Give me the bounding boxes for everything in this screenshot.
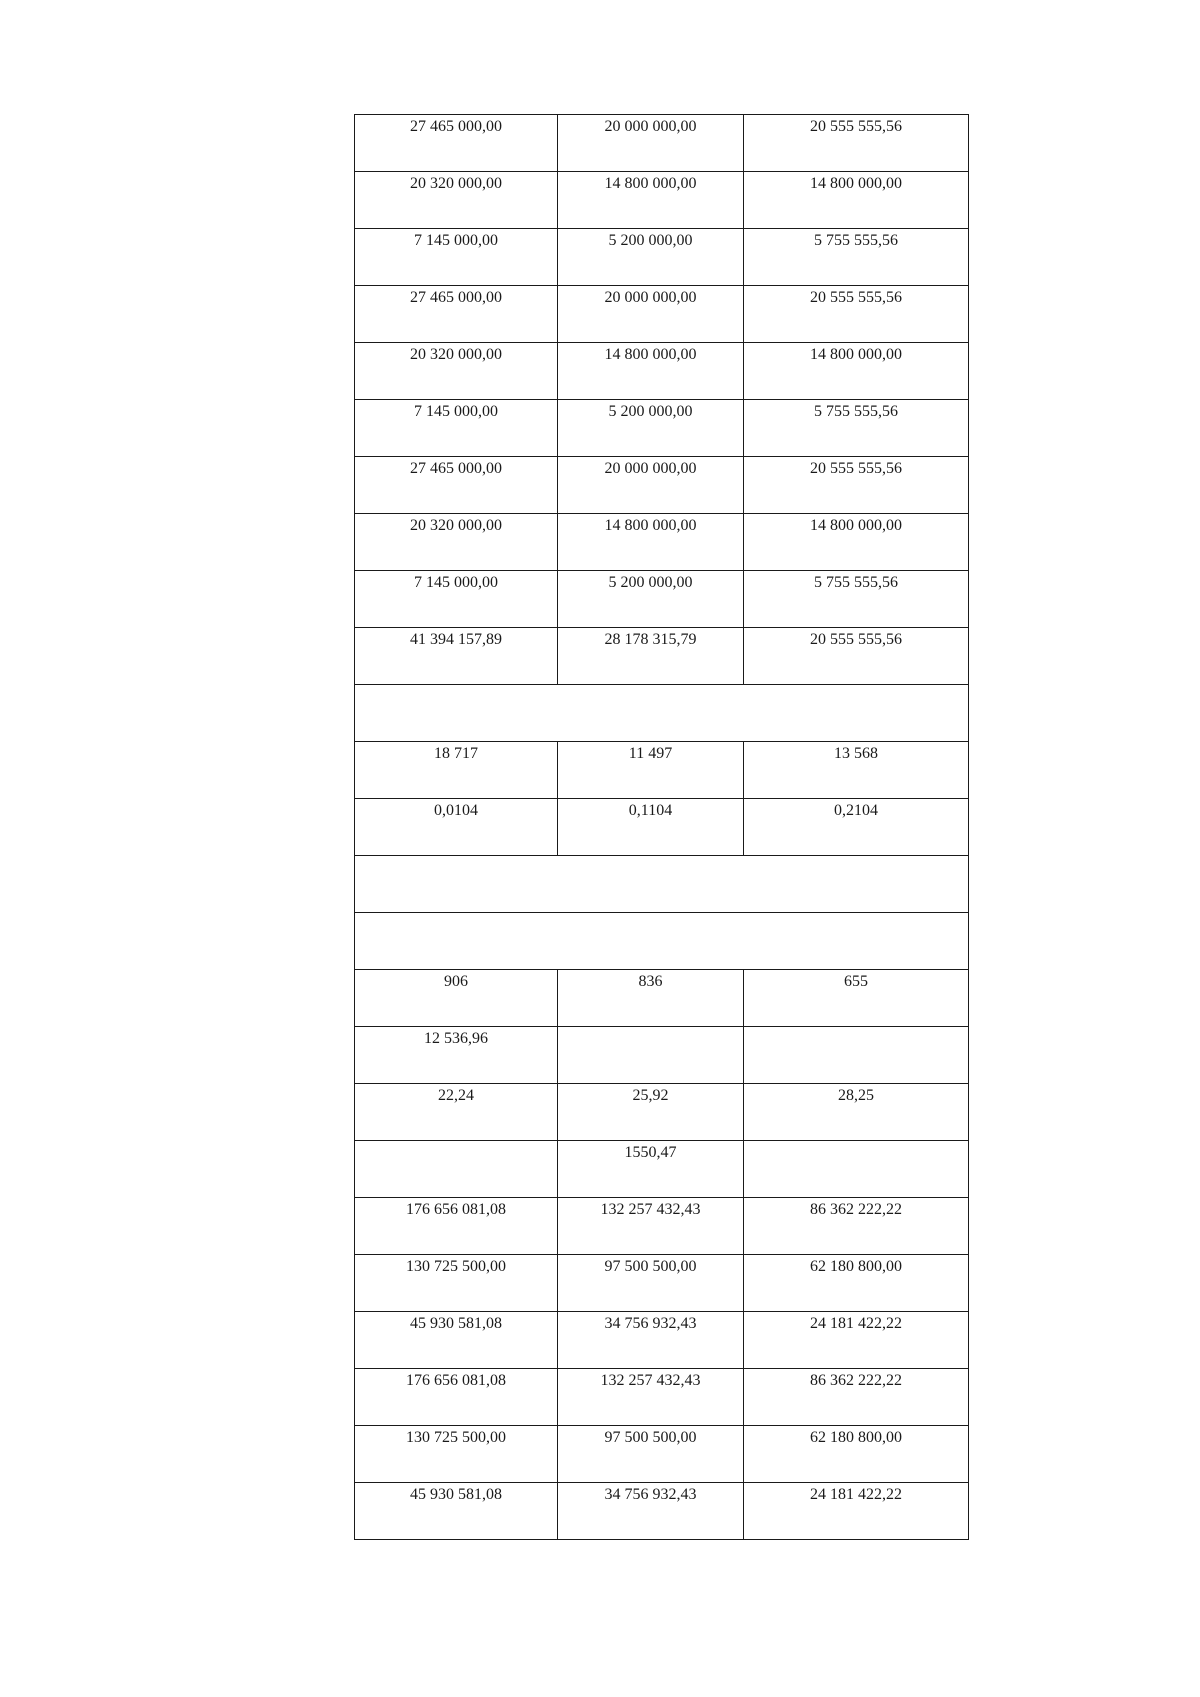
table-cell: [744, 457, 969, 514]
table-row: [355, 628, 969, 685]
table-cell-value: 5 755 555,56: [814, 574, 898, 591]
table-cell-value: 7 145 000,00: [414, 232, 498, 249]
table-cell: [744, 1141, 969, 1198]
table-cell-value: 62 180 800,00: [810, 1258, 902, 1275]
table-cell: [355, 799, 558, 856]
table-cell: [355, 1198, 558, 1255]
table-cell: [558, 229, 744, 286]
table-cell-value: 14 800 000,00: [810, 346, 902, 363]
table-cell: [355, 1312, 558, 1369]
table-cell: [744, 1483, 969, 1540]
table-cell-value: 132 257 432,43: [600, 1201, 701, 1218]
table-cell-value: 13 568: [834, 745, 878, 762]
table-cell-value: 62 180 800,00: [810, 1429, 902, 1446]
table-cell: [744, 514, 969, 571]
table-cell: [558, 286, 744, 343]
table-cell-value: 27 465 000,00: [410, 289, 502, 306]
table-cell: [355, 1141, 558, 1198]
table-cell: [744, 1027, 969, 1084]
data-table: [354, 114, 969, 1540]
table-row: [355, 229, 969, 286]
table-row: [355, 1255, 969, 1312]
table-cell: [558, 1312, 744, 1369]
table-cell-merged: [355, 856, 969, 913]
table-cell: [355, 172, 558, 229]
table-cell: [744, 970, 969, 1027]
table-row: [355, 799, 969, 856]
table-cell: [744, 172, 969, 229]
table-cell: [558, 514, 744, 571]
table-cell-value: [355, 1141, 557, 1145]
table-cell-value: 5 200 000,00: [608, 403, 693, 420]
table-cell: [355, 628, 558, 685]
table-row: [355, 400, 969, 457]
table-cell-value: 906: [444, 973, 468, 990]
table-cell-value: 86 362 222,22: [810, 1372, 902, 1389]
table-cell: [744, 286, 969, 343]
table-cell: [355, 1027, 558, 1084]
table-cell: [558, 1426, 744, 1483]
table-cell-value: 20 555 555,56: [810, 118, 902, 135]
table-cell-value: 0,1104: [628, 802, 673, 819]
table-cell: [558, 1255, 744, 1312]
table-cell-merged: [355, 685, 969, 742]
table-cell-value: 28 178 315,79: [604, 631, 697, 648]
table-cell-value: 20 320 000,00: [410, 346, 502, 363]
table-cell-value: 14 800 000,00: [604, 517, 697, 534]
table-cell-value: 14 800 000,00: [810, 175, 902, 192]
table-cell-value: [558, 1027, 743, 1031]
table-cell-value: 7 145 000,00: [414, 403, 498, 420]
table-cell: [355, 343, 558, 400]
table-cell-value: 7 145 000,00: [414, 574, 498, 591]
table-row: [355, 514, 969, 571]
table-cell: [355, 514, 558, 571]
table-cell-value: 836: [638, 973, 663, 990]
table-cell-value: 14 800 000,00: [604, 346, 697, 363]
table-cell: [558, 1027, 744, 1084]
table-cell-value: 20 555 555,56: [810, 460, 902, 477]
table-cell-value: 20 000 000,00: [604, 118, 697, 135]
table-cell-merged: [355, 913, 969, 970]
table-cell-value: 14 800 000,00: [810, 517, 902, 534]
table-cell-value: 5 755 555,56: [814, 232, 898, 249]
table-cell: [744, 400, 969, 457]
table-cell: [558, 628, 744, 685]
table-cell: [558, 1084, 744, 1141]
table-cell-value: 1550,47: [624, 1144, 677, 1161]
table-cell: [744, 1426, 969, 1483]
table-row: [355, 685, 969, 742]
table-cell-value: 45 930 581,08: [410, 1486, 502, 1503]
table-cell: [558, 115, 744, 172]
table-cell: [558, 1198, 744, 1255]
table-cell-value: 24 181 422,22: [810, 1486, 902, 1503]
table-row: [355, 571, 969, 628]
table-cell-value: 86 362 222,22: [810, 1201, 902, 1218]
table-cell-value: 41 394 157,89: [410, 631, 502, 648]
table-row: [355, 742, 969, 799]
table-cell: [744, 1084, 969, 1141]
table-cell-value: 5 200 000,00: [608, 574, 693, 591]
table-cell: [355, 1369, 558, 1426]
table-row: [355, 913, 969, 970]
table-cell: [744, 571, 969, 628]
table-cell: [744, 742, 969, 799]
table-cell-value: 45 930 581,08: [410, 1315, 502, 1332]
table-cell-value: 18 717: [434, 745, 478, 762]
table-cell: [558, 1483, 744, 1540]
table-cell-value: 655: [844, 973, 868, 990]
table-cell: [355, 742, 558, 799]
table-cell: [744, 799, 969, 856]
table-cell-value: 176 656 081,08: [406, 1372, 506, 1389]
table-cell: [355, 1426, 558, 1483]
table-cell: [355, 970, 558, 1027]
table-cell-value: 27 465 000,00: [410, 460, 502, 477]
table-cell: [744, 343, 969, 400]
table-cell: [744, 1312, 969, 1369]
table-cell-value: 130 725 500,00: [406, 1258, 506, 1275]
table-cell-value: 20 320 000,00: [410, 517, 502, 534]
table-cell-value: 28,25: [838, 1087, 874, 1104]
table-cell-value: 5 755 555,56: [814, 403, 898, 420]
table-cell-value: 130 725 500,00: [406, 1429, 506, 1446]
table-cell: [558, 1141, 744, 1198]
table-cell-value: 97 500 500,00: [604, 1258, 697, 1275]
table-row: [355, 1027, 969, 1084]
table-cell-value: 22,24: [438, 1087, 474, 1104]
table-cell-value: 34 756 932,43: [604, 1486, 697, 1503]
table-cell-value: 20 555 555,56: [810, 631, 902, 648]
table-row: [355, 1369, 969, 1426]
table-row: [355, 115, 969, 172]
table-cell-value: 132 257 432,43: [600, 1372, 701, 1389]
table-cell: [355, 115, 558, 172]
table-cell-value: 20 000 000,00: [604, 460, 697, 477]
table-row: [355, 1141, 969, 1198]
table-cell-value: 25,92: [632, 1087, 669, 1104]
table-row: [355, 856, 969, 913]
table-cell: [558, 571, 744, 628]
table-row: [355, 1084, 969, 1141]
table-cell-value: 34 756 932,43: [604, 1315, 697, 1332]
table-cell: [558, 400, 744, 457]
table-row: [355, 1198, 969, 1255]
table-row: [355, 1312, 969, 1369]
table-cell: [355, 571, 558, 628]
table-cell-value: 20 000 000,00: [604, 289, 697, 306]
table-cell-value: 0,2104: [834, 802, 878, 819]
table-cell: [355, 400, 558, 457]
table-cell-value: 176 656 081,08: [406, 1201, 506, 1218]
table-cell: [355, 1483, 558, 1540]
table-cell-value: 12 536,96: [424, 1030, 488, 1047]
table-cell: [744, 1198, 969, 1255]
table-cell: [558, 742, 744, 799]
table-cell-value: [744, 1027, 968, 1031]
table-cell: [355, 229, 558, 286]
table-cell: [558, 799, 744, 856]
table-cell-value: 0,0104: [434, 802, 478, 819]
table-row: [355, 172, 969, 229]
table-cell: [744, 115, 969, 172]
table-cell: [558, 343, 744, 400]
table-row: [355, 970, 969, 1027]
table-cell: [558, 172, 744, 229]
table-cell: [355, 286, 558, 343]
table-body: [355, 115, 969, 1540]
table-row: [355, 1426, 969, 1483]
table-cell: [355, 457, 558, 514]
table-cell: [744, 1369, 969, 1426]
table-cell-value: 11 497: [628, 745, 673, 762]
table-cell: [558, 1369, 744, 1426]
table-cell: [558, 970, 744, 1027]
table-cell-value: 14 800 000,00: [604, 175, 697, 192]
table-cell-value: 20 320 000,00: [410, 175, 502, 192]
table-cell: [744, 628, 969, 685]
table-cell: [355, 1255, 558, 1312]
table-cell-value: 24 181 422,22: [810, 1315, 902, 1332]
table-row: [355, 286, 969, 343]
table-cell: [744, 229, 969, 286]
table-cell: [355, 1084, 558, 1141]
table-row: [355, 343, 969, 400]
table-row: [355, 457, 969, 514]
table-cell-value: [744, 1141, 968, 1145]
table-cell-value: 20 555 555,56: [810, 289, 902, 306]
table-cell-value: 27 465 000,00: [410, 118, 502, 135]
table-row: [355, 1483, 969, 1540]
table-cell-value: 5 200 000,00: [608, 232, 693, 249]
table-cell: [744, 1255, 969, 1312]
table-cell: [558, 457, 744, 514]
table-cell-value: 97 500 500,00: [604, 1429, 697, 1446]
